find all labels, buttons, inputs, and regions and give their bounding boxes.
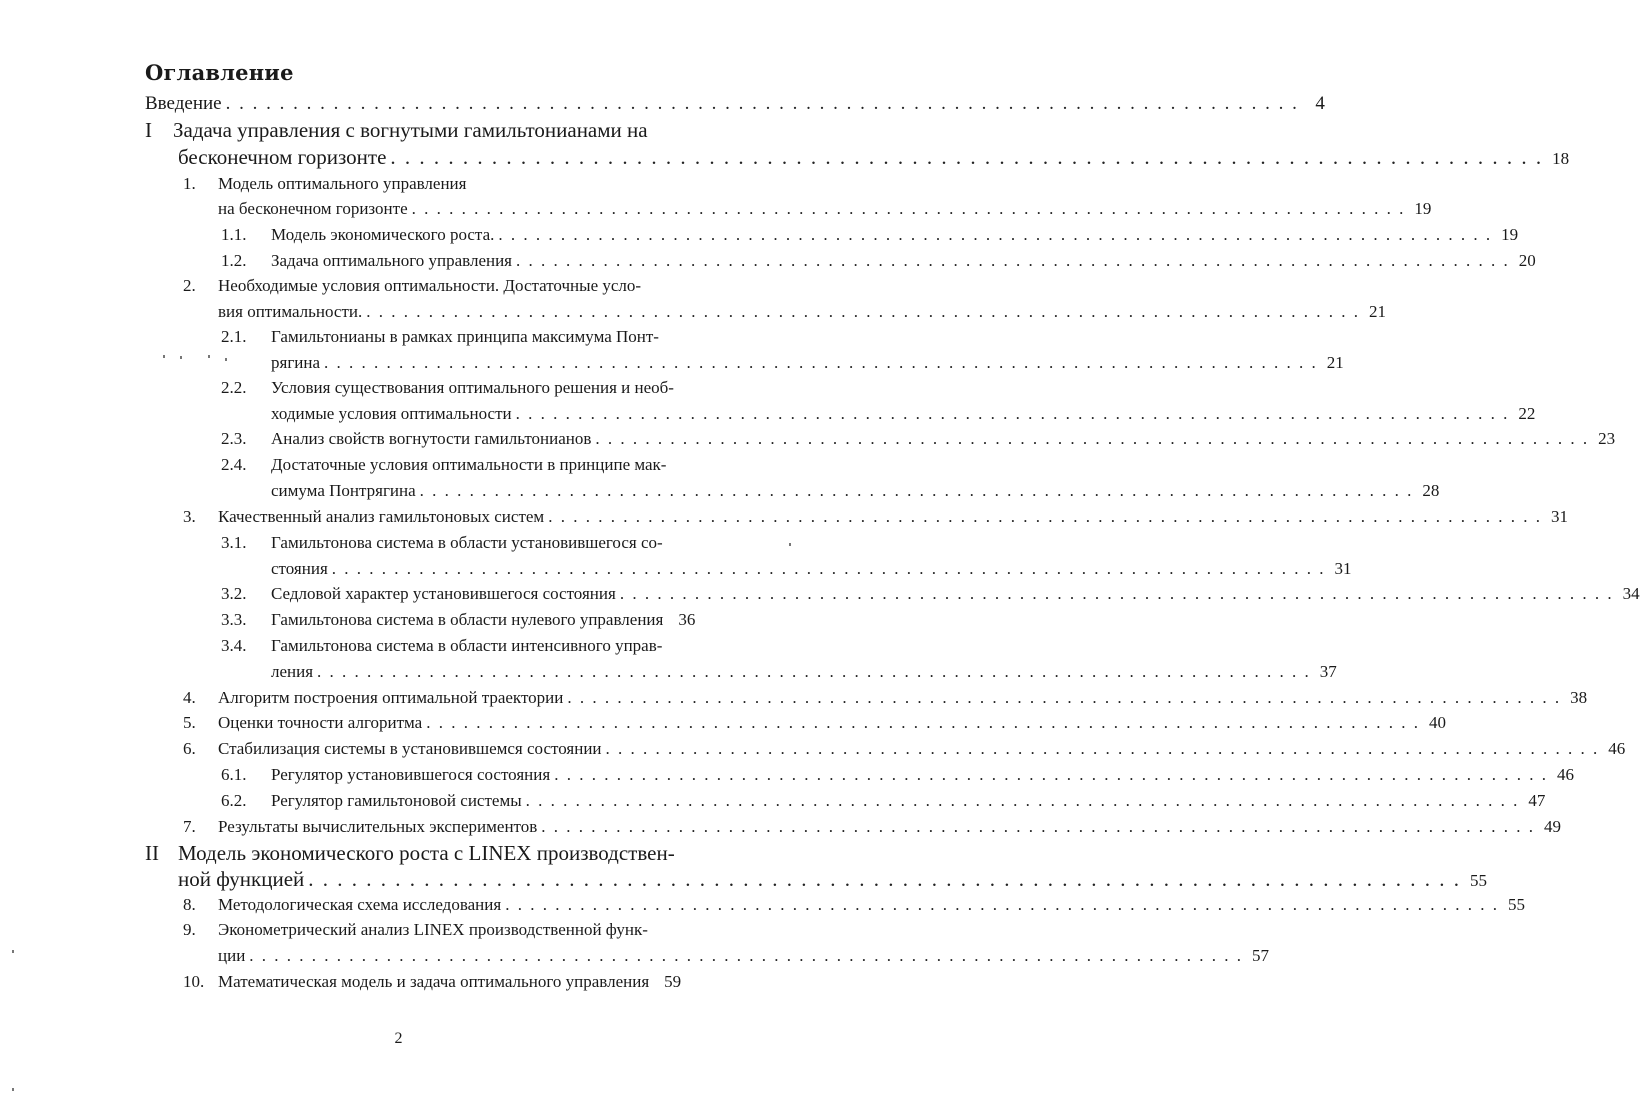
toc-entry-text: на бесконечном горизонте [218, 199, 408, 218]
toc-leader-dots [567, 688, 1561, 708]
toc-leader-dots [308, 867, 1461, 892]
toc-page-number: 40 [1428, 713, 1446, 732]
toc-entry-text: вия оптимальности. [218, 302, 363, 321]
toc-part-2-line1[interactable] [145, 841, 675, 866]
scan-speck [789, 543, 791, 546]
toc-page-number: 38 [1570, 688, 1588, 707]
toc-page-number: 46 [1608, 739, 1626, 758]
toc-section-number: 2.4. [221, 455, 247, 474]
toc-leader-dots [541, 817, 1535, 837]
toc-leader-dots [249, 946, 1243, 966]
toc-page-number: 21 [1368, 302, 1386, 321]
toc-leader-dots [366, 302, 1360, 322]
toc-page-number: 34 [1622, 584, 1640, 603]
toc-page-number: 23 [1598, 429, 1616, 448]
toc-leader-dots [498, 225, 1492, 245]
toc-section-4[interactable] [183, 688, 1588, 708]
toc-leader-dots [554, 765, 1548, 785]
toc-section-8[interactable] [183, 895, 1525, 915]
toc-section-number: 7. [183, 817, 196, 836]
toc-entry-text: Анализ свойств вогнутости гамильтонианов [271, 429, 592, 448]
toc-page-number: 47 [1528, 791, 1546, 810]
toc-page-number: 37 [1319, 662, 1337, 681]
toc-page-number: 21 [1326, 353, 1344, 372]
toc-section-number: 3. [183, 507, 196, 526]
toc-section-number: 2.3. [221, 429, 247, 448]
toc-leader-dots [317, 662, 1311, 682]
toc-entry-text: Гамильтонова система в области установившегося со- [271, 533, 663, 552]
toc-entry-text: Гамильтонианы в рамках принципа максимума Понт- [271, 327, 659, 346]
toc-subsection-2-3[interactable] [221, 429, 1616, 449]
toc-subsection-3-1-line1[interactable] [221, 533, 663, 553]
toc-subsection-2-1-line1[interactable] [221, 327, 659, 347]
toc-part-number: II [145, 841, 159, 865]
toc-entry-text: Модель экономического роста с LINEX производствен- [178, 841, 675, 865]
toc-leader-dots [606, 739, 1600, 759]
toc-entry-text: Алгоритм построения оптимальной траектории [218, 688, 564, 707]
scan-speck [225, 358, 227, 361]
scan-speck [163, 355, 165, 358]
toc-entry-text: ции [218, 946, 246, 965]
scan-speck [208, 355, 210, 358]
toc-part-2-line2[interactable] [178, 867, 1488, 892]
page-title: Оглавление [145, 60, 294, 85]
toc-part-number: I [145, 118, 152, 142]
toc-entry-text: Стабилизация системы в установившемся состоянии [218, 739, 602, 758]
toc-subsection-3-3[interactable] [221, 610, 757, 630]
toc-leader-dots [526, 791, 1520, 811]
toc-section-number: 1.2. [221, 251, 247, 270]
toc-entry-text: Результаты вычислительных экспериментов [218, 817, 538, 836]
toc-page-number: 55 [1507, 895, 1525, 914]
toc-subsection-2-2-line2[interactable] [271, 404, 1536, 424]
toc-subsection-1-1[interactable] [221, 225, 1519, 245]
page-number-footer: 2 [394, 1030, 403, 1047]
toc-leader-dots [548, 507, 1542, 527]
toc-page-number: 57 [1252, 946, 1270, 965]
toc-section-6[interactable] [183, 739, 1626, 759]
toc-page-number: 55 [1470, 871, 1488, 890]
scan-speck [12, 950, 14, 953]
toc-section-2-line2[interactable] [218, 302, 1386, 322]
toc-leader-dots [595, 429, 1589, 449]
toc-entry-text: Эконометрический анализ LINEX производственной функ- [218, 920, 648, 939]
toc-subsection-2-4-line2[interactable] [271, 481, 1440, 501]
toc-subsection-3-2[interactable] [221, 584, 1640, 604]
toc-section-number: 1. [183, 174, 196, 193]
toc-section-number: 2.1. [221, 327, 247, 346]
toc-entry-text: Гамильтонова система в области нулевого управления [271, 610, 664, 629]
toc-section-9-line2[interactable] [218, 946, 1270, 966]
toc-page-number: 19 [1501, 225, 1519, 244]
toc-section-number: 3.1. [221, 533, 247, 552]
toc-subsection-6-2[interactable] [221, 791, 1546, 811]
toc-leader-dots [426, 713, 1420, 733]
toc-subsection-3-1-line2[interactable] [271, 559, 1352, 579]
toc-page-number: 49 [1544, 817, 1562, 836]
toc-page-number: 19 [1414, 199, 1432, 218]
toc-subsection-1-2[interactable] [221, 251, 1536, 271]
toc-part-1-line2[interactable] [178, 145, 1570, 170]
toc-entry-text: бесконечном горизонте [178, 145, 387, 169]
toc-entry-introduction[interactable] [145, 93, 1325, 115]
toc-part-1-line1[interactable] [145, 118, 648, 143]
toc-entry-text: Введение [145, 93, 222, 114]
toc-leader-dots [412, 199, 1406, 219]
toc-entry-text: Качественный анализ гамильтоновых систем [218, 507, 545, 526]
toc-entry-text: Методологическая схема исследования [218, 895, 502, 914]
toc-entry-text: Математическая модель и задача оптимального управления [218, 972, 650, 991]
toc-section-number: 2. [183, 276, 196, 295]
toc-subsection-6-1[interactable] [221, 765, 1574, 785]
toc-entry-text: рягина [271, 353, 321, 372]
toc-entry-text: Задача оптимального управления [271, 251, 513, 270]
toc-page-number: 20 [1518, 251, 1536, 270]
toc-subsection-2-4-line1[interactable] [221, 455, 666, 475]
toc-entry-text: ления [271, 662, 314, 681]
toc-leader-dots [505, 895, 1499, 915]
toc-subsection-3-4-line1[interactable] [221, 636, 662, 656]
toc-entry-text: Регулятор установившегося состояния [271, 765, 551, 784]
toc-section-7[interactable] [183, 817, 1562, 837]
toc-subsection-3-4-line2[interactable] [271, 662, 1337, 682]
toc-leader-dots [324, 353, 1318, 373]
toc-entry-text: Седловой характер установившегося состояния [271, 584, 616, 603]
toc-entry-text: Задача управления с вогнутыми гамильтонианами на [173, 118, 648, 142]
toc-page-number: 59 [664, 972, 682, 991]
toc-page-number: 31 [1334, 559, 1352, 578]
toc-section-number: 5. [183, 713, 196, 732]
toc-section-1-line2[interactable] [218, 199, 1432, 219]
toc-page-number: 22 [1518, 404, 1536, 423]
toc-page-number: 31 [1550, 507, 1568, 526]
toc-page-number: 28 [1422, 481, 1440, 500]
toc-entry-text: Достаточные условия оптимальности в принципе мак- [271, 455, 667, 474]
toc-leader-dots [390, 145, 1543, 170]
toc-section-1-line1[interactable] [183, 174, 466, 194]
toc-entry-text: Необходимые условия оптимальности. Достаточные усло- [218, 276, 642, 295]
toc-entry-text: Условия существования оптимального решения и необ- [271, 378, 674, 397]
scan-speck [12, 1088, 14, 1091]
toc-section-2-line1[interactable] [183, 276, 641, 296]
toc-leader-dots [226, 93, 1299, 115]
toc-leader-dots [620, 584, 1614, 604]
toc-leader-dots [516, 404, 1510, 424]
toc-section-number: 10. [183, 972, 205, 991]
toc-section-number: 9. [183, 920, 196, 939]
toc-entry-text: Гамильтонова система в области интенсивного управ- [271, 636, 663, 655]
toc-entry-text: ходимые условия оптимальности [271, 404, 512, 423]
toc-section-number: 3.3. [221, 610, 247, 629]
toc-page-number: 4 [1315, 93, 1325, 114]
toc-subsection-2-2-line1[interactable] [221, 378, 674, 398]
toc-leader-dots [420, 481, 1414, 501]
toc-entry-text: Оценки точности алгоритма [218, 713, 423, 732]
toc-entry-text: ной функцией [178, 867, 305, 891]
scan-speck [180, 356, 182, 359]
toc-section-number: 4. [183, 688, 196, 707]
toc-section-number: 2.2. [221, 378, 247, 397]
toc-section-number: 3.2. [221, 584, 247, 603]
toc-section-number: 8. [183, 895, 196, 914]
toc-section-3[interactable] [183, 507, 1568, 527]
toc-subsection-2-1-line2[interactable] [271, 353, 1344, 373]
toc-section-10[interactable] [183, 972, 757, 992]
toc-entry-text: Модель экономического роста. [271, 225, 495, 244]
toc-section-9-line1[interactable] [183, 920, 648, 940]
toc-page-number: 18 [1552, 149, 1570, 168]
toc-section-number: 3.4. [221, 636, 247, 655]
toc-section-number: 6.1. [221, 765, 247, 784]
toc-page-number: 36 [678, 610, 696, 629]
toc-section-number: 6.2. [221, 791, 247, 810]
toc-page-number: 46 [1556, 765, 1574, 784]
toc-leader-dots [332, 559, 1326, 579]
toc-entry-text: стояния [271, 559, 328, 578]
toc-section-number: 6. [183, 739, 196, 758]
toc-entry-text: Регулятор гамильтоновой системы [271, 791, 522, 810]
toc-leader-dots [516, 251, 1510, 271]
toc-entry-text: симума Понтрягина [271, 481, 416, 500]
toc-section-5[interactable] [183, 713, 1446, 733]
toc-section-number: 1.1. [221, 225, 247, 244]
toc-entry-text: Модель оптимального управления [218, 174, 467, 193]
